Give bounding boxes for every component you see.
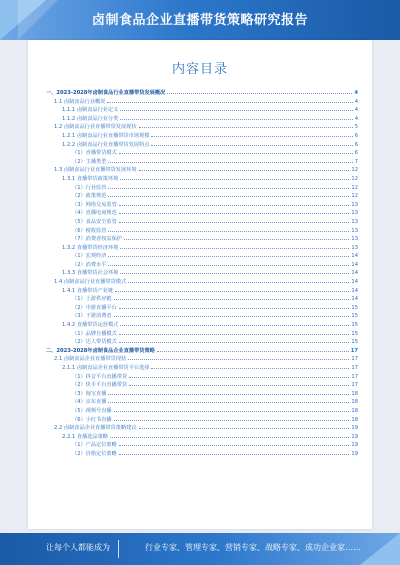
- toc-leader-dots: [128, 277, 349, 283]
- toc-page-number: 6: [354, 150, 358, 157]
- toc-leader-dots: [151, 140, 352, 146]
- toc-leader-dots: [151, 131, 352, 137]
- toc-leader-dots: [120, 105, 352, 111]
- footer-divider: [118, 540, 119, 558]
- toc-leader-dots: [120, 268, 349, 274]
- toc-page-number: 13: [351, 210, 358, 217]
- toc-page-number: 18: [351, 407, 358, 414]
- toc-leader-dots: [151, 363, 349, 369]
- toc-entry[interactable]: [46, 303, 358, 312]
- toc-entry[interactable]: [46, 423, 358, 432]
- toc-entry-text: （2）快手平台直播带货: [72, 382, 128, 389]
- toc-leader-dots: [119, 217, 350, 223]
- toc-entry-text: 1.4 卤制食品行业直播带货模式: [54, 279, 127, 286]
- toc-page-number: 15: [351, 322, 358, 329]
- toc-leader-dots: [108, 157, 352, 163]
- toc-page-number: 15: [351, 304, 358, 311]
- toc-entry[interactable]: [46, 114, 358, 123]
- toc-page-number: 14: [351, 296, 358, 303]
- toc-entry-text: （2）政策规范: [72, 193, 107, 200]
- toc-page-number: 14: [351, 270, 358, 277]
- footer-roles: 行业专家、管理专家、营销专家、战略专家、成功企业家……: [145, 543, 361, 552]
- toc-leader-dots: [108, 397, 349, 403]
- toc-entry-text: （2）消费水平: [72, 261, 107, 268]
- toc-entry[interactable]: [46, 97, 358, 106]
- toc-heading: 内容目录: [171, 62, 228, 77]
- toc-leader-dots: [139, 423, 350, 429]
- toc-page-number: 5: [354, 124, 358, 131]
- toc-entry[interactable]: [46, 226, 358, 235]
- toc-leader-dots: [120, 320, 349, 326]
- toc-entry-text: （5）食品安全监管: [72, 218, 117, 225]
- toc-page-number: 13: [351, 244, 358, 251]
- toc-entry[interactable]: [46, 165, 358, 174]
- toc-entry-text: （3）网络交易监管: [72, 201, 117, 208]
- toc-entry-text: 1.4.1 直播带货产业链: [62, 287, 114, 294]
- toc-entry[interactable]: [46, 380, 358, 389]
- toc-entry-text: 1.1.1 卤制食品行业定义: [62, 107, 119, 114]
- toc-entry-text: （4）京东直播: [72, 399, 107, 406]
- toc-entry[interactable]: [46, 406, 358, 415]
- toc-page-number: 13: [351, 218, 358, 225]
- toc-page-number: 19: [351, 442, 358, 449]
- toc-list: [46, 88, 358, 458]
- toc-entry[interactable]: [46, 234, 358, 243]
- toc-entry-text: 2.2.1 直播选品策略: [62, 433, 108, 440]
- toc-entry[interactable]: [46, 311, 358, 320]
- toc-entry[interactable]: [46, 432, 358, 441]
- toc-entry[interactable]: [46, 251, 358, 260]
- toc-entry-text: （1）直播带货模式: [72, 150, 117, 157]
- toc-page-number: 17: [351, 365, 358, 371]
- toc-entry[interactable]: [46, 157, 358, 166]
- toc-page-number: 18: [351, 390, 358, 397]
- toc-page-number: 12: [351, 184, 358, 191]
- toc-entry[interactable]: [46, 440, 358, 449]
- toc-leader-dots: [119, 449, 350, 455]
- toc-entry-text: 1.3.1 直播带货政策环境: [62, 175, 119, 182]
- toc-leader-dots: [119, 208, 350, 214]
- toc-entry[interactable]: [46, 329, 358, 338]
- toc-leader-dots: [119, 148, 353, 154]
- toc-page-number: 13: [351, 236, 358, 243]
- toc-entry[interactable]: [46, 294, 358, 303]
- toc-page-number: 14: [351, 279, 358, 286]
- toc-leader-dots: [119, 200, 350, 206]
- toc-leader-dots: [128, 354, 349, 360]
- toc-entry-text: 1.3.2 直播带货经济环境: [62, 244, 119, 251]
- toc-page-number: 4: [354, 115, 358, 122]
- toc-entry-text: （1）行业监管: [72, 184, 107, 191]
- toc-page-number: 14: [351, 261, 358, 268]
- toc-entry[interactable]: [46, 131, 358, 140]
- toc-leader-dots: [108, 191, 349, 197]
- toc-entry[interactable]: [46, 363, 358, 372]
- toc-leader-dots: [115, 286, 349, 292]
- toc-leader-dots: [119, 440, 350, 446]
- toc-entry[interactable]: [46, 191, 358, 200]
- toc-leader-dots: [108, 260, 349, 266]
- toc-entry-text: 2.1 卤制食品企业直播带货现状: [54, 356, 127, 363]
- toc-page-number: 15: [351, 339, 358, 346]
- toc-entry[interactable]: [46, 260, 358, 269]
- toc-page-number: 4: [354, 107, 358, 114]
- toc-entry[interactable]: [46, 200, 358, 209]
- toc-leader-dots: [108, 389, 349, 395]
- toc-entry-text: 1.1 卤制食品行业概况: [54, 98, 106, 105]
- toc-page-number: 17: [351, 382, 358, 389]
- toc-leader-dots: [119, 337, 350, 343]
- document-page: [28, 40, 372, 529]
- toc-entry[interactable]: [46, 122, 358, 131]
- toc-entry[interactable]: [46, 148, 358, 157]
- toc-entry[interactable]: [46, 397, 358, 406]
- toc-leader-dots: [139, 165, 350, 171]
- toc-page-number: 15: [351, 313, 358, 320]
- toc-entry-text: 二、2023-2028年卤制食品企业直播带货策略: [46, 347, 155, 354]
- toc-entry-text: 一、2023-2028年卤制食品行业直播带货发展概况: [46, 90, 166, 96]
- toc-entry[interactable]: [46, 286, 358, 295]
- toc-page-number: 18: [351, 416, 358, 423]
- toc-entry-text: （1）品牌自播模式: [72, 330, 117, 337]
- toc-page-number: 7: [354, 158, 358, 165]
- toc-entry-text: 1.4.2 直播带货运营模式: [62, 322, 119, 329]
- toc-page-number: 6: [354, 132, 358, 139]
- toc-page-number: 13: [351, 201, 358, 208]
- toc-leader-dots: [119, 303, 350, 309]
- toc-entry-text: （7）消费者权益保护: [72, 236, 122, 243]
- toc-entry-text: （3）下游消费者: [72, 313, 112, 320]
- toc-entry[interactable]: [46, 354, 358, 363]
- toc-leader-dots: [167, 88, 352, 94]
- toc-entry[interactable]: [46, 372, 358, 381]
- toc-entry[interactable]: [46, 243, 358, 252]
- toc-entry[interactable]: [46, 208, 358, 217]
- toc-entry-text: 1.2.2 卤制食品行业直播带货发展特点: [62, 141, 150, 148]
- toc-entry[interactable]: [46, 346, 358, 355]
- footer-accent-shape: [360, 533, 400, 565]
- toc-entry[interactable]: [46, 449, 358, 458]
- toc-entry[interactable]: [46, 88, 358, 97]
- toc-leader-dots: [108, 251, 349, 257]
- toc-page-number: 12: [351, 193, 358, 200]
- toc-entry[interactable]: [46, 174, 358, 183]
- toc-entry[interactable]: [46, 268, 358, 277]
- toc-leader-dots: [107, 97, 352, 103]
- toc-leader-dots: [120, 174, 349, 180]
- toc-entry[interactable]: [46, 140, 358, 149]
- toc-entry-text: 1.2 卤制食品行业直播带货发展现状: [54, 124, 137, 131]
- footer-slogan: 让每个人都能成为: [46, 543, 110, 552]
- toc-page-number: 4: [354, 90, 358, 96]
- toc-entry-text: 2.1.1 卤制食品企业直播带货平台选择: [62, 365, 150, 371]
- toc-entry-text: 1.2.1 卤制食品行业直播带货市场规模: [62, 132, 150, 139]
- toc-entry[interactable]: [46, 183, 358, 192]
- toc-page-number: 19: [351, 425, 358, 432]
- toc-page-number: 13: [351, 227, 358, 234]
- toc-leader-dots: [139, 122, 353, 128]
- toc-entry[interactable]: [46, 217, 358, 226]
- header-banner: [0, 0, 400, 40]
- toc-leader-dots: [119, 329, 350, 335]
- toc-page-number: 4: [354, 98, 358, 105]
- toc-entry-text: （2）价格定位策略: [72, 450, 117, 457]
- toc-page-number: 12: [351, 167, 358, 174]
- toc-page-number: 14: [351, 287, 358, 294]
- toc-leader-dots: [114, 311, 350, 317]
- toc-page-number: 15: [351, 330, 358, 337]
- toc-entry[interactable]: [46, 389, 358, 398]
- report-title: 卤制食品企业直播带货策略研究报告: [91, 13, 308, 28]
- footer-banner: [0, 533, 400, 565]
- toc-entry-text: （3）淘宝直播: [72, 390, 107, 397]
- toc-leader-dots: [114, 294, 350, 300]
- toc-entry[interactable]: [46, 277, 358, 286]
- toc-entry[interactable]: [46, 105, 358, 114]
- toc-leader-dots: [114, 406, 350, 412]
- toc-page-number: 12: [351, 175, 358, 182]
- toc-leader-dots: [108, 183, 349, 189]
- toc-entry-text: （2）中游直播平台: [72, 304, 117, 311]
- toc-leader-dots: [129, 372, 349, 378]
- toc-entry-text: （1）宏观经济: [72, 253, 107, 260]
- toc-entry[interactable]: [46, 415, 358, 424]
- toc-entry-text: （6）小红书直播: [72, 416, 112, 423]
- toc-entry-text: （4）直播电商规范: [72, 210, 117, 217]
- toc-entry[interactable]: [46, 337, 358, 346]
- toc-page-number: 18: [351, 399, 358, 406]
- toc-entry-text: （2）达人带货模式: [72, 339, 117, 346]
- toc-leader-dots: [108, 226, 349, 232]
- toc-page-number: 6: [354, 141, 358, 148]
- toc-leader-dots: [120, 114, 352, 120]
- toc-entry[interactable]: [46, 320, 358, 329]
- toc-entry-text: 1.1.2 卤制食品行业分类: [62, 115, 119, 122]
- toc-page-number: 19: [351, 450, 358, 457]
- toc-entry-text: （1）产品定位策略: [72, 442, 117, 449]
- toc-leader-dots: [120, 243, 349, 249]
- toc-entry-text: 2.2 卤制食品企业直播带货策略建议: [54, 425, 137, 432]
- toc-entry-text: 1.3.3 直播带货社会环境: [62, 270, 119, 277]
- toc-leader-dots: [114, 415, 350, 421]
- toc-page-number: 14: [351, 253, 358, 260]
- toc-entry-text: （1）上游供应链: [72, 296, 112, 303]
- toc-entry-text: 1.3 卤制食品行业直播带货发展环境: [54, 167, 137, 174]
- toc-entry-text: （5）视频号直播: [72, 407, 112, 414]
- toc-leader-dots: [157, 346, 349, 352]
- toc-entry-text: （2）主播类型: [72, 158, 107, 165]
- toc-page-number: 17: [350, 347, 358, 354]
- toc-page-number: 17: [351, 373, 358, 380]
- toc-page-number: 19: [351, 433, 358, 440]
- toc-leader-dots: [110, 432, 349, 438]
- toc-leader-dots: [124, 234, 349, 240]
- toc-entry-text: （6）税收监管: [72, 227, 107, 234]
- toc-leader-dots: [129, 380, 349, 386]
- toc-page-number: 17: [351, 356, 358, 363]
- toc-entry-text: （1）抖音平台直播带货: [72, 373, 128, 380]
